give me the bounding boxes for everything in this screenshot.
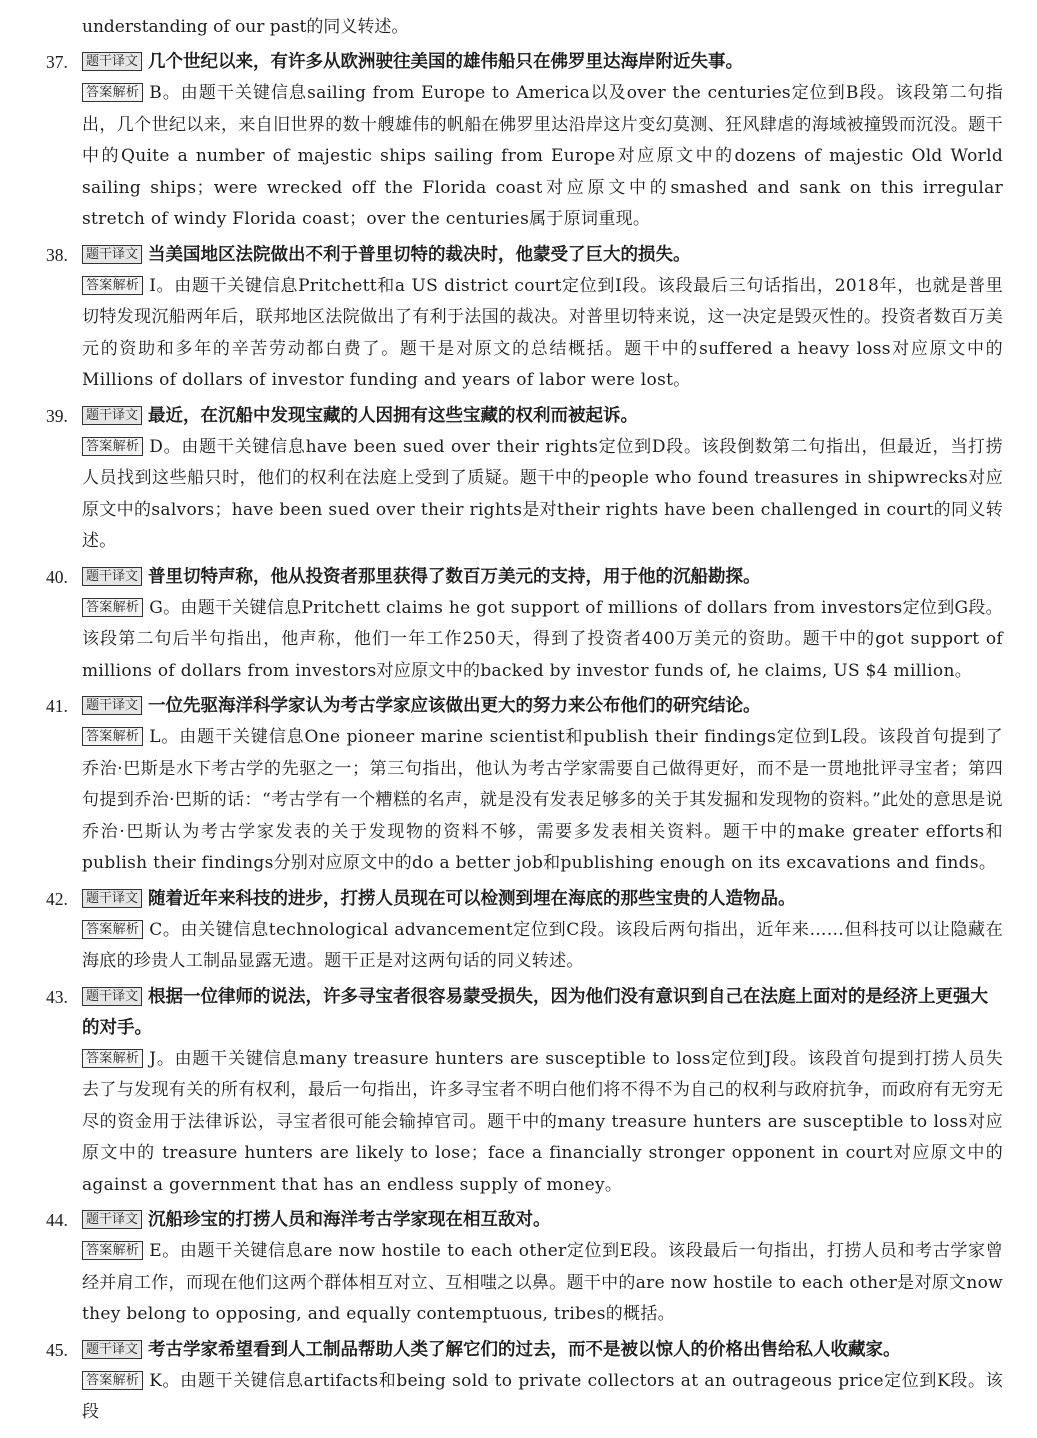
answer-item — [46, 1205, 1003, 1331]
question-translation-tag: 题干译文 — [82, 406, 142, 425]
analysis-text: D。由题干关键信息have been sued over their rights定位到D段。该段倒数第二句指出，但最近，当打捞人员找到这些船只时，他们的权利在法庭上受到了质疑。题干中的people who found treasures in shipwrecks对应原文中的salvors；have been sued over their rights是对their rights have been challenged in court的同义转述。 — [82, 436, 1003, 551]
answer-analysis-tag: 答案解析 — [82, 83, 143, 102]
question-translation: 当美国地区法院做出不利于普里切特的裁决时，他蒙受了巨大的损失。 — [148, 244, 691, 265]
answer-item — [46, 47, 1003, 236]
answer-analysis-tag: 答案解析 — [82, 1371, 143, 1390]
question-text-wrap — [82, 1205, 1003, 1236]
question-translation: 沉船珍宝的打捞人员和海洋考古学家现在相互敌对。 — [148, 1210, 551, 1230]
question-number: 40. — [46, 566, 68, 587]
question-text-wrap — [82, 47, 1003, 78]
answer-analysis — [82, 271, 1003, 397]
answer-list — [46, 47, 1003, 1429]
answer-item — [46, 1335, 1003, 1429]
answer-item — [46, 884, 1003, 978]
question-row — [46, 240, 1003, 271]
question-translation-tag: 题干译文 — [82, 52, 142, 71]
question-translation-tag: 题干译文 — [82, 696, 142, 715]
answer-analysis-tag: 答案解析 — [82, 727, 143, 746]
question-row — [46, 691, 1003, 722]
question-number: 42. — [46, 888, 68, 909]
question-text-wrap — [82, 401, 1003, 432]
question-row — [46, 401, 1003, 432]
analysis-text: J。由题干关键信息many treasure hunters are susceptible to loss定位到J段。该段首句提到打捞人员失去了与发现有关的所有权利，最后一句指出，许多寻宝者不明白他们将不得不为自己的权利与政府抗争，而政府有无穷无尽的资金用于法律诉讼，寻宝者很可能会输掉官司。题干中的many treasure hunters are susceptible to loss对应原文中的 treasure hunters are likely to lose；face a financially stronger opponent in court对应原文中的against a government that has an endless supply of money。 — [82, 1048, 1003, 1195]
analysis-text: L。由题干关键信息One pioneer marine scientist和publish their findings定位到L段。该段首句提到了乔治·巴斯是水下考古学的先驱之一；第三句指出，他认为考古学家需要自己做得更好，而不是一贯地批评寻宝者；第四句提到乔治·巴斯的话：“考古学有一个糟糕的名声，就是没有发表足够多的关于其发掘和发现物的资料。”此处的意思是说乔治·巴斯认为考古学家发表的关于发现物的资料不够，需要多发表相关资料。题干中的make greater efforts和 publish their findings分别对应原文中的do a better job和publishing enough on its excavations and finds。 — [82, 727, 1003, 873]
answer-analysis-tag: 答案解析 — [82, 920, 143, 939]
answer-analysis-tag: 答案解析 — [82, 276, 143, 295]
question-text-wrap — [82, 1335, 1003, 1366]
answer-item — [46, 562, 1003, 688]
answer-analysis-tag: 答案解析 — [82, 1049, 143, 1068]
question-translation: 根据一位律师的说法，许多寻宝者很容易蒙受损失，因为他们没有意识到自己在法庭上面对的是经济上更强大的对手。 — [82, 986, 989, 1038]
question-number: 44. — [46, 1210, 68, 1230]
analysis-text: I。由题干关键信息Pritchett和a US district court定位到I段。该段最后三句话指出，2018年，也就是普里切特发现沉船两年后，联邦地区法院做出了有利于法国的裁决。对普里切特来说，这一决定是毁灭性的。投资者数百万美元的资助和多年的辛苦劳动都白费了。题干是对原文的总结概括。题干中的suffered a heavy loss对应原文中的Millions of dollars of investor funding and years of labor were lost。 — [82, 275, 1003, 390]
question-row — [46, 884, 1003, 915]
question-number: 38. — [46, 244, 68, 265]
answer-analysis — [82, 1236, 1003, 1331]
question-translation: 一位先驱海洋科学家认为考古学家应该做出更大的努力来公布他们的研究结论。 — [148, 696, 761, 716]
answer-item — [46, 691, 1003, 880]
question-row — [46, 562, 1003, 593]
answer-analysis-tag: 答案解析 — [82, 598, 143, 617]
question-text-wrap — [82, 240, 1003, 271]
question-text-wrap — [82, 982, 1003, 1044]
question-translation: 最近，在沉船中发现宝藏的人因拥有这些宝藏的权利而被起诉。 — [148, 405, 639, 426]
question-translation-tag: 题干译文 — [82, 889, 142, 908]
question-number: 45. — [46, 1339, 68, 1360]
answer-analysis — [82, 1366, 1003, 1429]
analysis-text: G。由题干关键信息Pritchett claims he got support of millions of dollars from investors定位到G段。该段第二句后半句指出，他声称，他们一年工作250天，得到了投资者400万美元的资助。题干中的got support of millions of dollars from investors对应原文中的backed by investor funds of, he claims, US $4 million。 — [82, 597, 1003, 681]
question-row — [46, 1205, 1003, 1236]
question-number: 43. — [46, 986, 68, 1007]
continued-text: understanding of our past的同义转述。 — [82, 17, 409, 37]
answer-analysis — [82, 78, 1003, 236]
answer-analysis-tag: 答案解析 — [82, 1241, 143, 1260]
question-number: 37. — [46, 52, 68, 72]
analysis-text: C。由关键信息technological advancement定位到C段。该段后两句指出，近年来……但科技可以让隐藏在海底的珍贵人工制品显露无遗。题干正是对这两句话的同义转述。 — [82, 919, 1003, 971]
question-translation-tag: 题干译文 — [82, 987, 142, 1006]
answer-analysis — [82, 722, 1003, 880]
question-translation-tag: 题干译文 — [82, 1210, 142, 1229]
answer-item — [46, 240, 1003, 397]
question-number: 39. — [46, 405, 68, 426]
question-translation: 普里切特声称，他从投资者那里获得了数百万美元的支持，用于他的沉船勘探。 — [148, 566, 761, 587]
analysis-text: B。由题干关键信息sailing from Europe to America以及over the centuries定位到B段。该段第二句指出，几个世纪以来，来自旧世界的数十艘雄伟的帆船在佛罗里达沿岸这片变幻莫测、狂风肆虐的海域被撞毁而沉没。题干中的Quite a number of majestic ships sailing from Europe对应原文中的dozens of majestic Old World sailing ships；were wrecked off the Florida coast对应原文中的smashed and sank on this irregular stretch of windy Florida coast；over the centuries属于原词重现。 — [82, 83, 1003, 229]
question-translation: 考古学家希望看到人工制品帮助人类了解它们的过去，而不是被以惊人的价格出售给私人收藏家。 — [148, 1339, 901, 1360]
analysis-text: K。由题干关键信息artifacts和being sold to private collectors at an outrageous price定位到K段。该段 — [82, 1370, 1003, 1422]
question-text-wrap — [82, 884, 1003, 915]
answer-analysis-tag: 答案解析 — [82, 437, 143, 456]
question-translation-tag: 题干译文 — [82, 1340, 142, 1359]
answer-item — [46, 401, 1003, 558]
answer-item — [46, 982, 1003, 1202]
answer-analysis — [82, 432, 1003, 558]
question-number: 41. — [46, 696, 68, 716]
question-translation-tag: 题干译文 — [82, 245, 142, 264]
question-translation-tag: 题干译文 — [82, 567, 142, 586]
question-row — [46, 47, 1003, 78]
question-text-wrap — [82, 691, 1003, 722]
analysis-text: E。由题干关键信息are now hostile to each other定位到E段。该段最后一句指出，打捞人员和考古学家曾经并肩工作，而现在他们这两个群体相互对立、互相嗤之以鼻。题干中的are now hostile to each other是对原文now they belong to opposing, and equally contemptuous, tribes的概括。 — [82, 1241, 1003, 1324]
answer-analysis — [82, 1044, 1003, 1202]
answer-analysis — [82, 593, 1003, 688]
answer-analysis — [82, 915, 1003, 978]
question-translation: 几个世纪以来，有许多从欧洲驶往美国的雄伟船只在佛罗里达海岸附近失事。 — [148, 52, 744, 72]
question-translation: 随着近年来科技的进步，打捞人员现在可以检测到埋在海底的那些宝贵的人造物品。 — [148, 888, 796, 909]
question-row — [46, 982, 1003, 1044]
question-row — [46, 1335, 1003, 1366]
question-text-wrap — [82, 562, 1003, 593]
